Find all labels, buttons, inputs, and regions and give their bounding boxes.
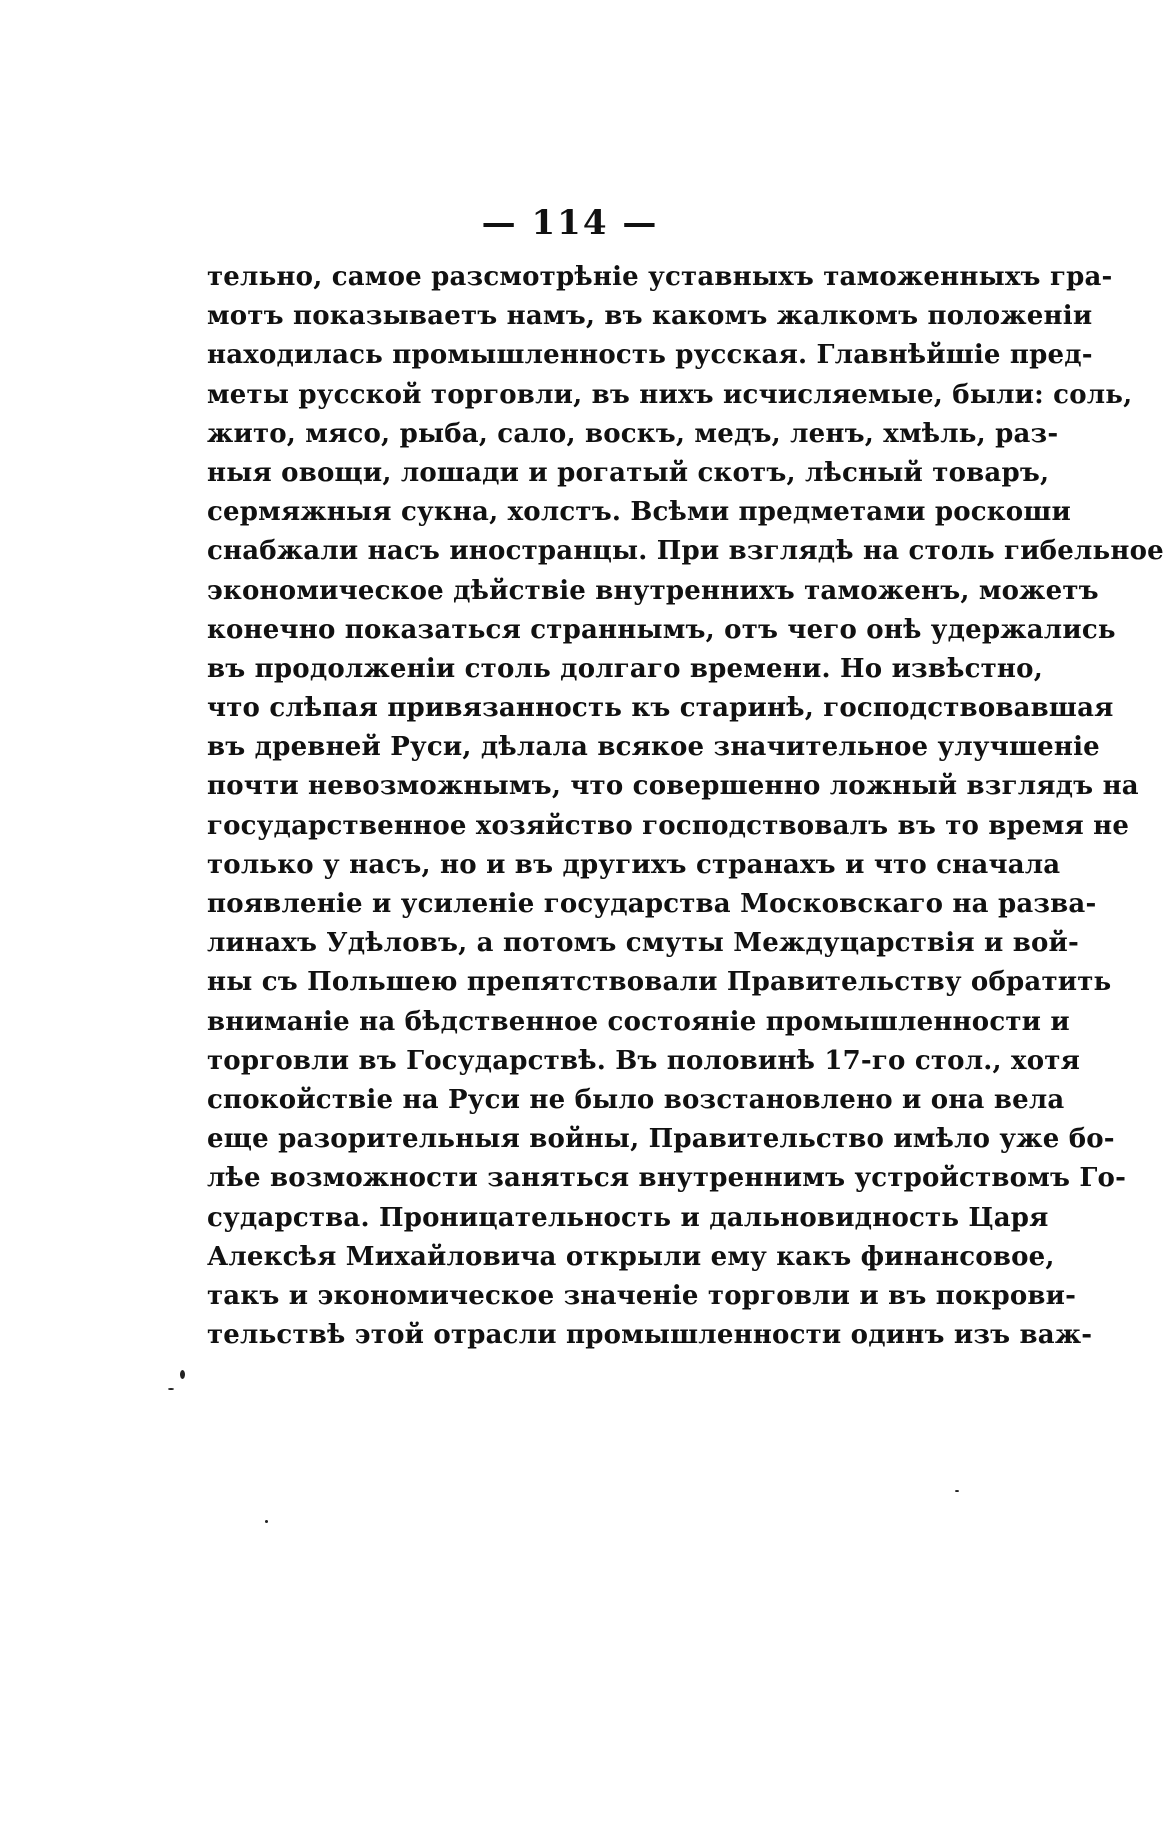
text-line: что слѣпая привязанность къ старинѣ, господствовавшая bbox=[207, 693, 1114, 724]
text-line: линахъ Удѣловъ, а потомъ смуты Междуцарствія и вой- bbox=[207, 928, 1080, 959]
text-line: ны съ Польшею препятствовали Правительству обратить bbox=[207, 967, 1112, 998]
page-number: — 114 — bbox=[481, 203, 659, 243]
text-line: меты русской торговли, въ нихъ исчисляемые, были: соль, bbox=[207, 379, 1133, 410]
text-line: государственное хозяйство господствовалъ въ то время не bbox=[207, 810, 1130, 841]
text-line: мотъ показываетъ намъ, въ какомъ жалкомъ положеніи bbox=[207, 301, 1093, 332]
text-line: Алексѣя Михайловича открыли ему какъ финансовое, bbox=[207, 1241, 1055, 1272]
text-line: только у насъ, но и въ другихъ странахъ и что сначала bbox=[207, 849, 1061, 880]
body-text bbox=[207, 258, 1164, 1355]
text-line: жито, мясо, рыба, сало, воскъ, медъ, ленъ, хмѣль, раз- bbox=[207, 418, 1059, 449]
text-line: торговли въ Государствѣ. Въ половинѣ 17-го стол., хотя bbox=[207, 1045, 1080, 1076]
text-line: еще разорительныя войны, Правительство имѣло уже бо- bbox=[207, 1124, 1115, 1155]
text-line: въ продолженіи столь долгаго времени. Но извѣстно, bbox=[207, 653, 1043, 684]
text-line: конечно показаться страннымъ, отъ чего онѣ удержались bbox=[207, 614, 1116, 645]
text-line: снабжали насъ иностранцы. При взглядѣ на столь гибельное bbox=[207, 536, 1164, 567]
scan-speck bbox=[265, 1520, 268, 1523]
text-line: почти невозможнымъ, что совершенно ложный взглядъ на bbox=[207, 771, 1139, 802]
text-line: сударства. Проницательность и дальновидность Царя bbox=[207, 1202, 1049, 1233]
text-line: тельно, самое разсмотрѣніе уставныхъ таможенныхъ гра- bbox=[207, 262, 1113, 292]
scan-speck bbox=[180, 1370, 185, 1379]
scan-speck bbox=[168, 1388, 174, 1390]
text-line: сермяжныя сукна, холстъ. Всѣми предметами роскоши bbox=[207, 497, 1071, 528]
text-line: появленіе и усиленіе государства Московскаго на разва- bbox=[207, 889, 1097, 919]
text-line: такъ и экономическое значеніе торговли и въ покрови- bbox=[207, 1280, 1077, 1311]
text-line: тельствѣ этой отрасли промышленности одинъ изъ важ- bbox=[207, 1320, 1093, 1351]
text-line: ныя овощи, лошади и рогатый скотъ, лѣсный товаръ, bbox=[207, 457, 1050, 488]
text-line: экономическое дѣйствіе внутреннихъ таможенъ, можетъ bbox=[207, 575, 1099, 606]
text-line: спокойствіе на Руси не было возстановлено и она вела bbox=[207, 1084, 1065, 1115]
text-line: лѣе возможности заняться внутреннимъ устройствомъ Го- bbox=[207, 1163, 1127, 1194]
text-line: въ древней Руси, дѣлала всякое значительное улучшеніе bbox=[207, 732, 1100, 763]
text-line: находилась промышленность русская. Главнѣйшіе пред- bbox=[207, 340, 1093, 371]
text-line: вниманіе на бѣдственное состояніе промышленности и bbox=[207, 1006, 1070, 1037]
scan-speck bbox=[955, 1490, 959, 1492]
